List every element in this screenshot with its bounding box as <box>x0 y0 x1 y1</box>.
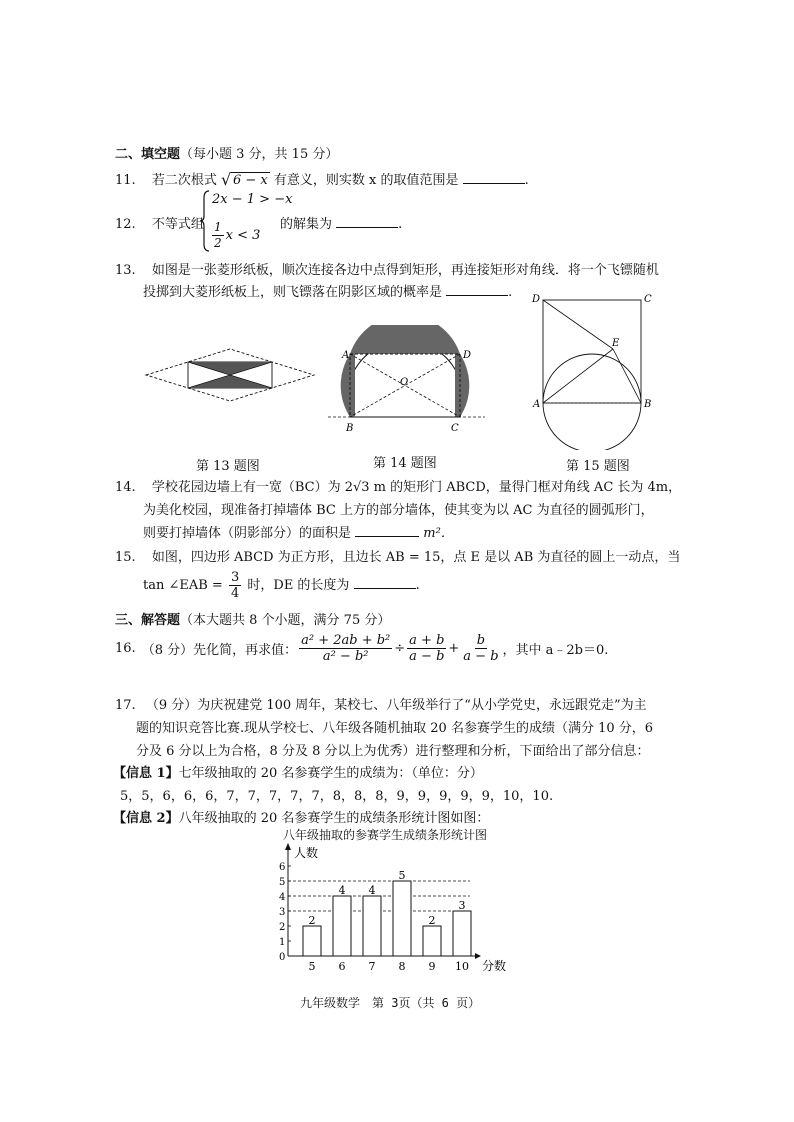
y-tick-label: 4 <box>279 892 286 903</box>
y-tick-label: 6 <box>279 862 286 873</box>
shaded-cap <box>350 325 460 354</box>
question-17-line3: 分及 6 分以上为合格，8 分及 8 分以上为优秀）进行整理和分析，下面给出了部分信息： <box>136 744 650 759</box>
figure-15-caption: 第 15 题图 <box>566 459 630 474</box>
question-17 <box>115 694 647 713</box>
section-heading <box>115 609 390 628</box>
question-text: 学校花园边墙上有一宽（BC）为 2√3 m 的矩形门 ABCD，量得门框对角线 AC 长为 4m， <box>151 480 682 495</box>
fraction-numerator: a² + 2ab + b² <box>301 633 391 648</box>
bar-chart <box>270 842 520 977</box>
y-axis-arrow-icon <box>285 843 291 850</box>
bar <box>303 926 321 956</box>
data-label: 4 <box>338 884 346 897</box>
sqrt-expression <box>220 170 270 189</box>
x-tick-label: 10 <box>455 960 469 973</box>
question-text: tan ∠EAB = <box>143 578 223 593</box>
label-O: O <box>400 377 409 388</box>
inequality-text: x < 3 <box>225 228 261 243</box>
y-tick-label: 0 <box>279 952 286 963</box>
question-text: ，其中 a﹣2b＝0. <box>502 643 609 658</box>
fraction-denominator: a − b <box>409 649 445 664</box>
question-number: 14. <box>115 480 136 495</box>
label-C: C <box>644 294 652 305</box>
bar <box>393 881 411 956</box>
fraction-numerator: a + b <box>409 633 445 648</box>
y-tick-label: 1 <box>279 937 286 948</box>
figure-15-square <box>525 290 665 450</box>
label-D: D <box>532 294 541 305</box>
info-2 <box>113 807 489 826</box>
answer-blank[interactable] <box>463 171 525 184</box>
label-E: E <box>612 338 620 349</box>
chart-ticks <box>279 862 291 963</box>
question-end: . <box>415 578 420 593</box>
question-number: 12. <box>115 217 136 232</box>
operator: + <box>448 641 460 656</box>
label-A: A <box>342 350 350 361</box>
info-tag: 【信息 1】 <box>113 766 179 781</box>
question-14-line2: 为美化校园，现准备打掉墙体 BC 上方的部分墙体，使其变为以 AC 为直径的圆弧形门， <box>143 503 654 518</box>
data-label: 2 <box>308 914 316 927</box>
system-line-1: 2x − 1 > −x <box>212 192 293 207</box>
question-text: （9 分）为庆祝建党 100 周年，某校七、八年级举行了“从小学党史，永远跟党走”为主 <box>145 698 647 713</box>
question-11 <box>115 169 529 188</box>
question-text: 若二次根式 <box>151 173 217 188</box>
bar <box>453 911 471 956</box>
x-tick-label: 6 <box>338 960 346 973</box>
label-B: B <box>644 399 652 410</box>
figure-14-arch <box>320 325 490 435</box>
answer-blank[interactable] <box>355 524 419 537</box>
label-D: D <box>463 350 472 361</box>
question-number: 11. <box>115 173 136 188</box>
question-text: 如图是一张菱形纸板，顺次连接各边中点得到矩形，再连接矩形对角线．将一个飞镖随机 <box>151 263 659 278</box>
shaded-side-right <box>455 354 469 417</box>
question-number: 16. <box>115 641 136 656</box>
section-title: 三、解答题 <box>115 613 181 628</box>
section-title: 二、填空题 <box>115 147 181 162</box>
label-C: C <box>451 423 459 434</box>
y-axis-label: 人数 <box>294 846 319 860</box>
shaded-triangle-top <box>188 362 272 375</box>
fraction <box>212 220 224 251</box>
question-end: . <box>508 285 513 300</box>
question-text: 则要打掉墙体（阴影部分）的面积是 <box>143 526 352 541</box>
x-axis-label: 分数 <box>482 959 507 973</box>
x-tick-label: 9 <box>428 960 436 973</box>
x-tick-label: 8 <box>398 960 406 973</box>
question-number: 15. <box>115 550 136 565</box>
system-line-2 <box>210 220 260 251</box>
bar <box>333 896 351 956</box>
data-label: 5 <box>398 869 406 882</box>
x-axis-arrow-icon <box>475 953 481 959</box>
fraction-denominator: 2 <box>214 236 222 250</box>
question-number: 13. <box>115 263 136 278</box>
question-13-line2 <box>143 281 512 300</box>
shaded-triangle-bottom <box>188 375 272 388</box>
question-text: 投掷到大菱形纸板上，则飞镖落在阴影区域的概率是 <box>143 285 443 300</box>
info-tag: 【信息 2】 <box>113 811 179 826</box>
fraction-denominator: a² − b² <box>322 649 369 664</box>
info-1-data: 5，5，6，6，6，7，7，7，7，7，8，8，8，9，9，9，9，9，10，10. <box>120 789 554 804</box>
question-text: 有意义，则实数 x 的取值范围是 <box>273 173 459 188</box>
question-end: . <box>398 217 403 232</box>
question-12-tail <box>280 213 402 232</box>
question-text: 时，DE 的长度为 <box>247 578 350 593</box>
fraction <box>407 633 446 664</box>
fraction <box>461 633 500 664</box>
label-A: A <box>533 399 541 410</box>
brace-icon <box>200 190 210 252</box>
radicand: 6 − x <box>232 173 268 188</box>
answer-blank[interactable] <box>354 576 416 589</box>
answer-blank[interactable] <box>446 283 508 296</box>
figure-13-rhombus <box>140 345 320 415</box>
question-end: . <box>524 173 529 188</box>
fraction-numerator: 1 <box>214 220 222 234</box>
figure-14-caption: 第 14 题图 <box>373 456 437 471</box>
fraction-denominator: a − b <box>463 649 499 664</box>
radical-sign-icon: √ <box>220 170 232 189</box>
question-text: 如图，四边形 ABCD 为正方形，且边长 AB = 15，点 E 是以 AB 为直径的圆上一动点，当 <box>151 550 681 565</box>
y-tick-label: 3 <box>279 907 286 918</box>
question-text: （8 分）先化简，再求值： <box>141 643 298 658</box>
question-15-line2 <box>143 570 420 601</box>
fraction-numerator: b <box>476 633 486 648</box>
chart-title: 八年级抽取的参赛学生成绩条形统计图 <box>283 828 488 842</box>
fraction <box>229 570 241 601</box>
question-17-line2: 题的知识竞答比赛.现从学校七、八年级各随机抽取 20 名参赛学生的成绩（满分 10 分，6 <box>136 721 654 736</box>
question-14 <box>115 476 681 495</box>
page-footer: 九年级数学 第 3页（共 6 页） <box>300 996 481 1010</box>
y-tick-label: 2 <box>279 922 286 933</box>
section-note: （本大题共 8 个小题，满分 75 分） <box>180 613 391 628</box>
x-tick-label: 7 <box>368 960 376 973</box>
figure-13-caption: 第 13 题图 <box>196 459 260 474</box>
data-label: 4 <box>368 884 376 897</box>
question-16 <box>115 633 608 664</box>
fraction <box>299 633 392 664</box>
fraction-numerator: 3 <box>230 570 240 585</box>
unit: m²． <box>423 526 454 541</box>
answer-blank[interactable] <box>336 215 398 228</box>
info-1 <box>113 762 483 781</box>
question-15 <box>115 546 680 565</box>
operator: ÷ <box>394 641 406 656</box>
question-text: 的解集为 <box>280 217 333 232</box>
question-14-line3 <box>143 522 454 541</box>
x-tick-label: 5 <box>308 960 316 973</box>
shaded-side-left <box>341 354 355 417</box>
info-text: 八年级抽取的 20 名参赛学生的成绩条形统计图如图： <box>178 811 490 826</box>
question-text: 不等式组 <box>151 217 204 232</box>
label-B: B <box>346 423 354 434</box>
bar <box>423 926 441 956</box>
question-13 <box>115 259 659 278</box>
bar <box>363 896 381 956</box>
info-text: 七年级抽取的 20 名参赛学生的成绩为：（单位：分） <box>178 766 483 781</box>
chart-bars <box>303 881 471 956</box>
question-number: 17. <box>115 698 136 713</box>
data-label: 3 <box>458 899 466 912</box>
y-tick-label: 5 <box>279 877 286 888</box>
question-12-number <box>115 213 204 232</box>
section-note: （每小题 3 分，共 15 分） <box>180 147 339 162</box>
section-heading <box>115 143 338 162</box>
fraction-denominator: 4 <box>230 586 240 601</box>
data-label: 2 <box>428 914 436 927</box>
